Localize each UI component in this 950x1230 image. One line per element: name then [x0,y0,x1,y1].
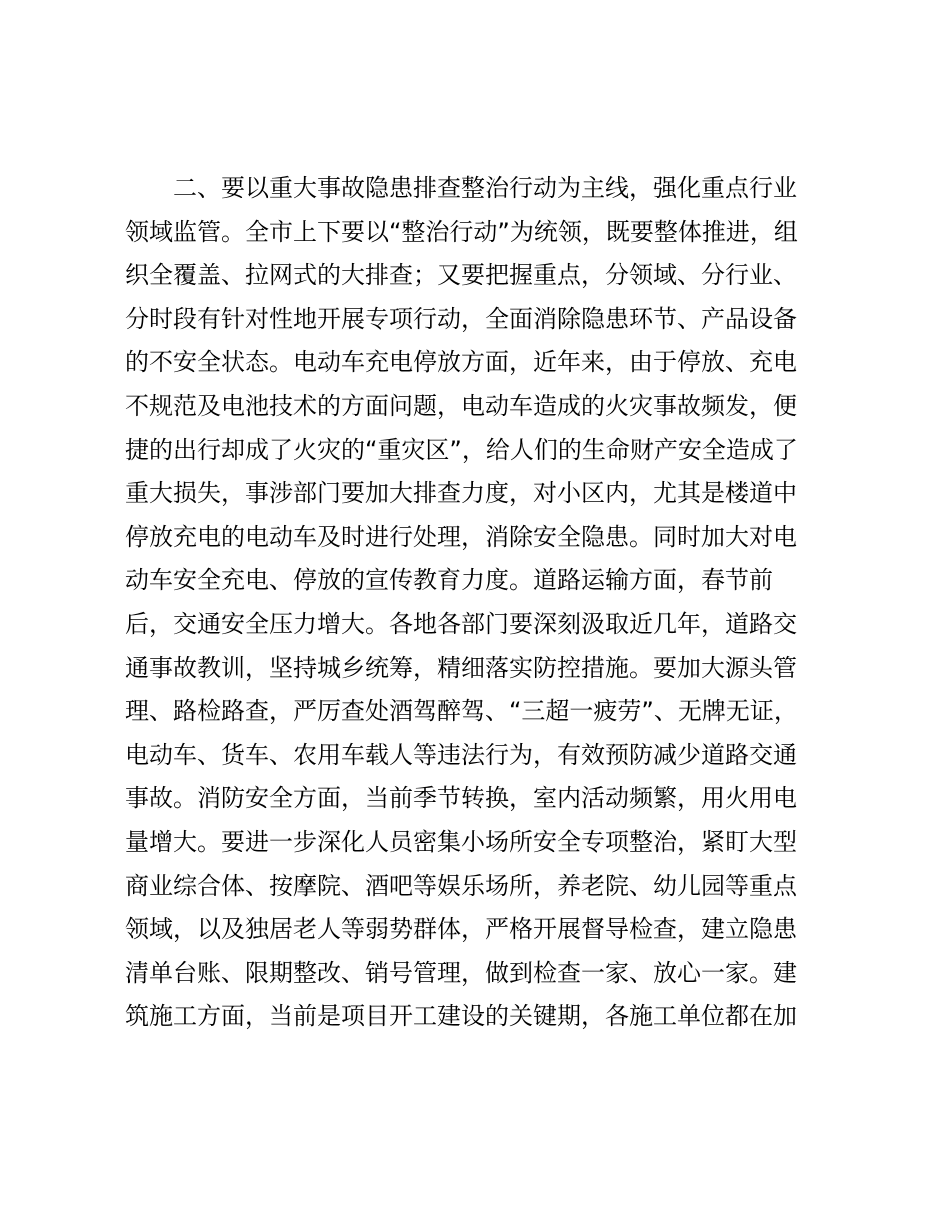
text-line: 的不安全状态。电动车充电停放方面，近年来，由于停放、充电 [125,348,797,377]
text-line: 量增大。要进一步深化人员密集小场所安全专项整治，紧盯大型 [125,827,797,856]
text-line: 清单台账、限期整改、销号管理，做到检查一家、放心一家。建 [125,958,797,987]
text-line: 重大损失，事涉部门要加大排查力度，对小区内，尤其是楼道中 [125,479,797,508]
body-text [125,167,825,1039]
text-line: 动车安全充电、停放的宣传教育力度。道路运输方面，春节前 [125,566,773,595]
text-line: 事故。消防安全方面，当前季节转换，室内活动频繁，用火用电 [125,784,797,813]
text-line: 筑施工方面，当前是项目开工建设的关键期，各施工单位都在加 [125,1002,797,1031]
text-line: 通事故教训，坚持城乡统筹，精细落实防控措施。要加大源头管 [125,653,797,682]
text-line: 电动车、货车、农用车载人等违法行为，有效预防减少道路交通 [125,740,797,769]
text-line: 不规范及电池技术的方面问题，电动车造成的火灾事故频发，便 [125,391,797,420]
text-line: 停放充电的电动车及时进行处理，消除安全隐患。同时加大对电 [125,522,797,551]
text-line: 后，交通安全压力增大。各地各部门要深刻汲取近几年，道路交 [125,609,797,638]
text-line: 捷的出行却成了火灾的“重灾区”，给人们的生命财产安全造成了 [125,435,798,464]
text-line: 二、要以重大事故隐患排查整治行动为主线，强化重点行业 [125,174,797,202]
text-line: 分时段有针对性地开展专项行动，全面消除隐患环节、产品设备 [125,304,797,333]
text-line: 理、路检路查，严厉查处酒驾醉驾、“三超一疲劳”、无牌无证， [125,697,798,726]
text-line: 领域，以及独居老人等弱势群体，严格开展督导检查，建立隐患 [125,915,797,944]
text-line: 织全覆盖、拉网式的大排查；又要把握重点，分领域、分行业、 [125,261,797,290]
text-line: 商业综合体、按摩院、酒吧等娱乐场所，养老院、幼儿园等重点 [125,871,797,900]
text-line: 领域监管。全市上下要以“整治行动”为统领，既要整体推进，组 [125,217,798,246]
